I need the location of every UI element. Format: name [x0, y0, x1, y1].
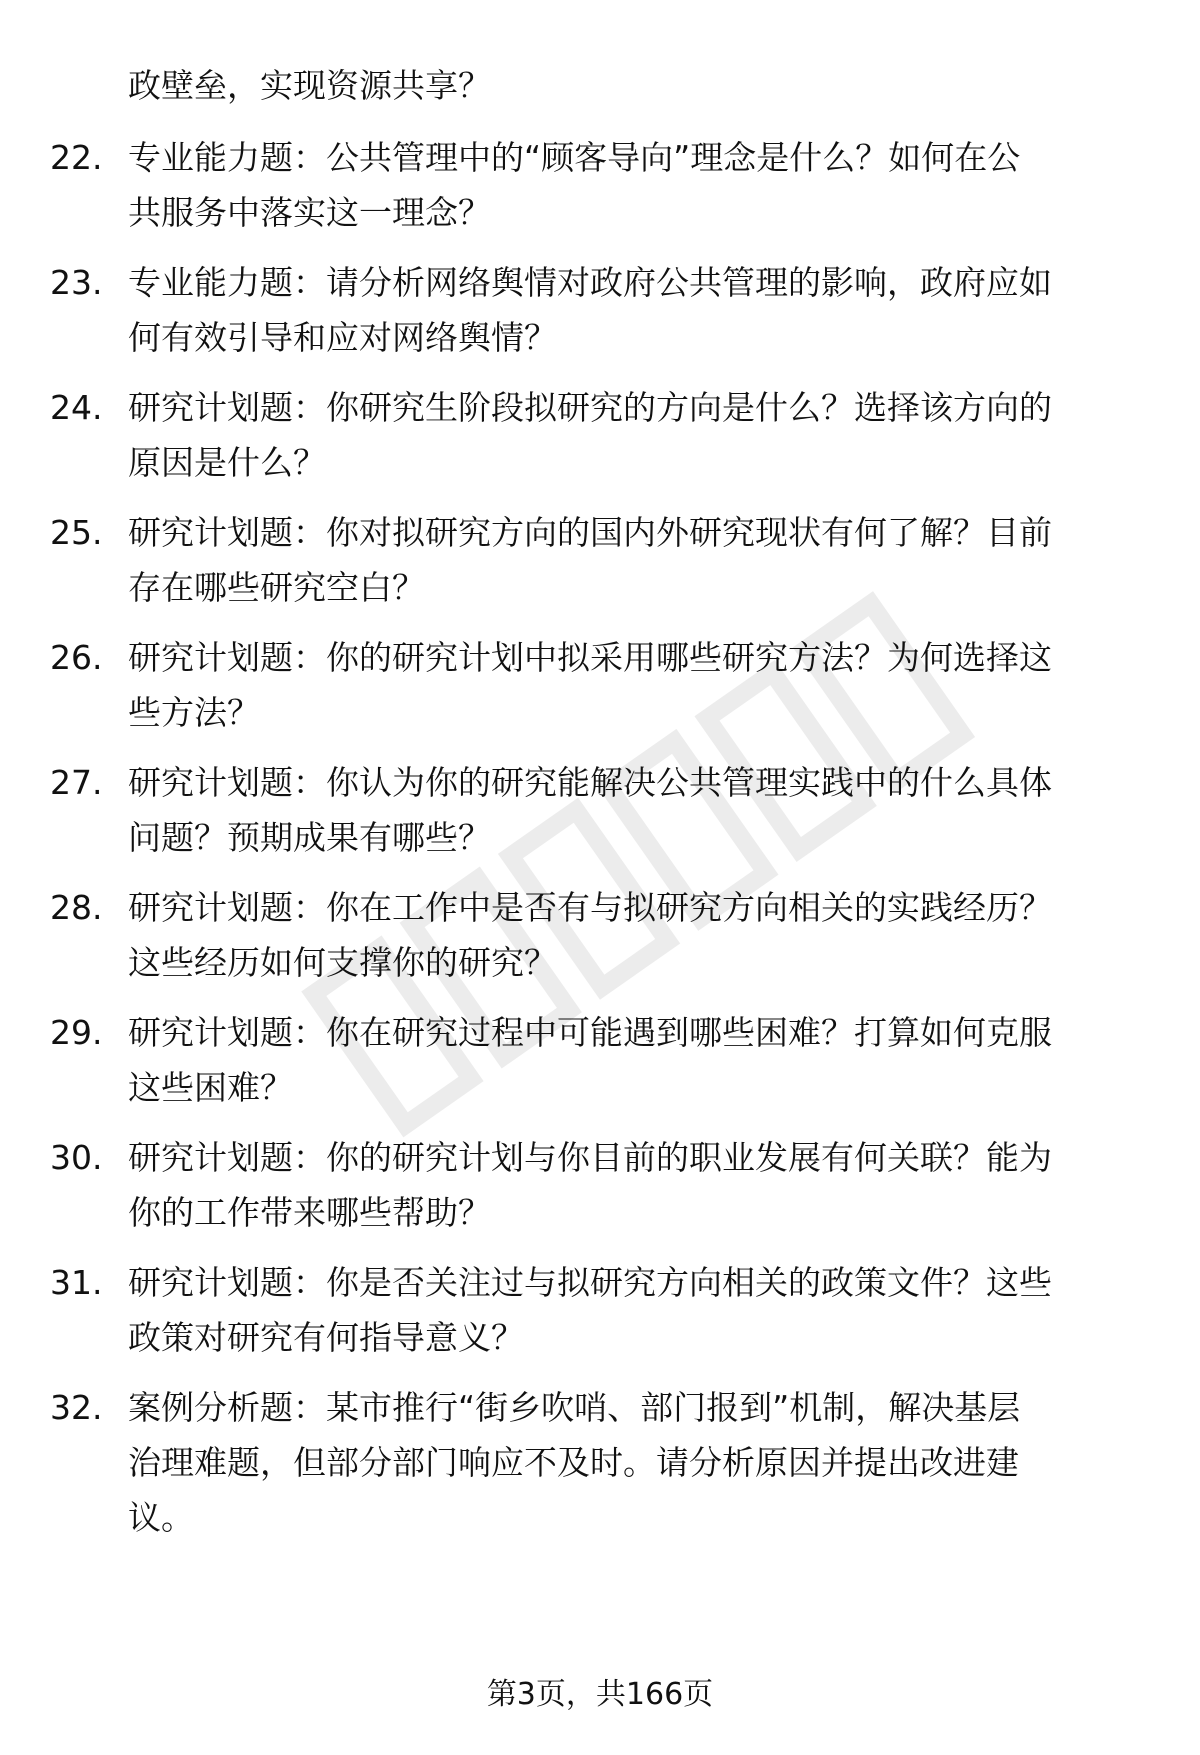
- question-text-line: 研究计划题：你对拟研究方向的国内外研究现状有何了解？目前: [128, 513, 1052, 552]
- question-number: 27.: [50, 763, 103, 802]
- question-number: 24.: [50, 388, 103, 427]
- question-text-line: 原因是什么？: [128, 443, 326, 482]
- question-number: 23.: [50, 263, 103, 302]
- question-text-line: 案例分析题：某市推行“街乡吹哨、部门报到”机制，解决基层: [128, 1388, 1021, 1427]
- question-text-line: 研究计划题：你研究生阶段拟研究的方向是什么？选择该方向的: [128, 388, 1052, 427]
- page-footer: 第3页，共166页: [486, 1677, 714, 1712]
- question-number: 22.: [50, 138, 103, 177]
- question-text-line: 议。: [128, 1498, 194, 1537]
- question-text-line: 存在哪些研究空白？: [128, 568, 425, 607]
- question-number: 30.: [50, 1138, 103, 1177]
- question-text-line: 研究计划题：你在工作中是否有与拟研究方向相关的实践经历？: [128, 888, 1052, 927]
- question-text-line: 研究计划题：你的研究计划与你目前的职业发展有何关联？能为: [128, 1138, 1052, 1177]
- question-number: 25.: [50, 513, 103, 552]
- question-text-line: 你的工作带来哪些帮助？: [128, 1193, 491, 1232]
- question-text-line: 何有效引导和应对网络舆情？: [128, 318, 557, 357]
- question-text-line: 研究计划题：你的研究计划中拟采用哪些研究方法？为何选择这: [128, 638, 1052, 677]
- question-text-line: 研究计划题：你在研究过程中可能遇到哪些困难？打算如何克服: [128, 1013, 1052, 1052]
- question-text-line: 些方法？: [128, 693, 260, 732]
- question-number: 31.: [50, 1263, 103, 1302]
- question-text-line: 问题？预期成果有哪些？: [128, 818, 491, 857]
- question-number: 28.: [50, 888, 103, 927]
- question-number: 29.: [50, 1013, 103, 1052]
- question-text-line: 这些困难？: [128, 1068, 293, 1107]
- question-text-line: 专业能力题：请分析网络舆情对政府公共管理的影响，政府应如: [128, 263, 1052, 302]
- question-number: 26.: [50, 638, 103, 677]
- question-text-line: 治理难题，但部分部门响应不及时。请分析原因并提出改进建: [128, 1443, 1019, 1482]
- question-text-line: 政策对研究有何指导意义？: [128, 1318, 524, 1357]
- question-text-line: 这些经历如何支撑你的研究？: [128, 943, 557, 982]
- continuation-line: 政壁垒，实现资源共享？: [128, 66, 491, 105]
- question-text-line: 共服务中落实这一理念？: [128, 193, 491, 232]
- question-text-line: 研究计划题：你是否关注过与拟研究方向相关的政策文件？这些: [128, 1263, 1052, 1302]
- question-text-line: 专业能力题：公共管理中的“顾客导向”理念是什么？如何在公: [128, 138, 1021, 177]
- question-number: 32.: [50, 1388, 103, 1427]
- question-text-line: 研究计划题：你认为你的研究能解决公共管理实践中的什么具体: [128, 763, 1052, 802]
